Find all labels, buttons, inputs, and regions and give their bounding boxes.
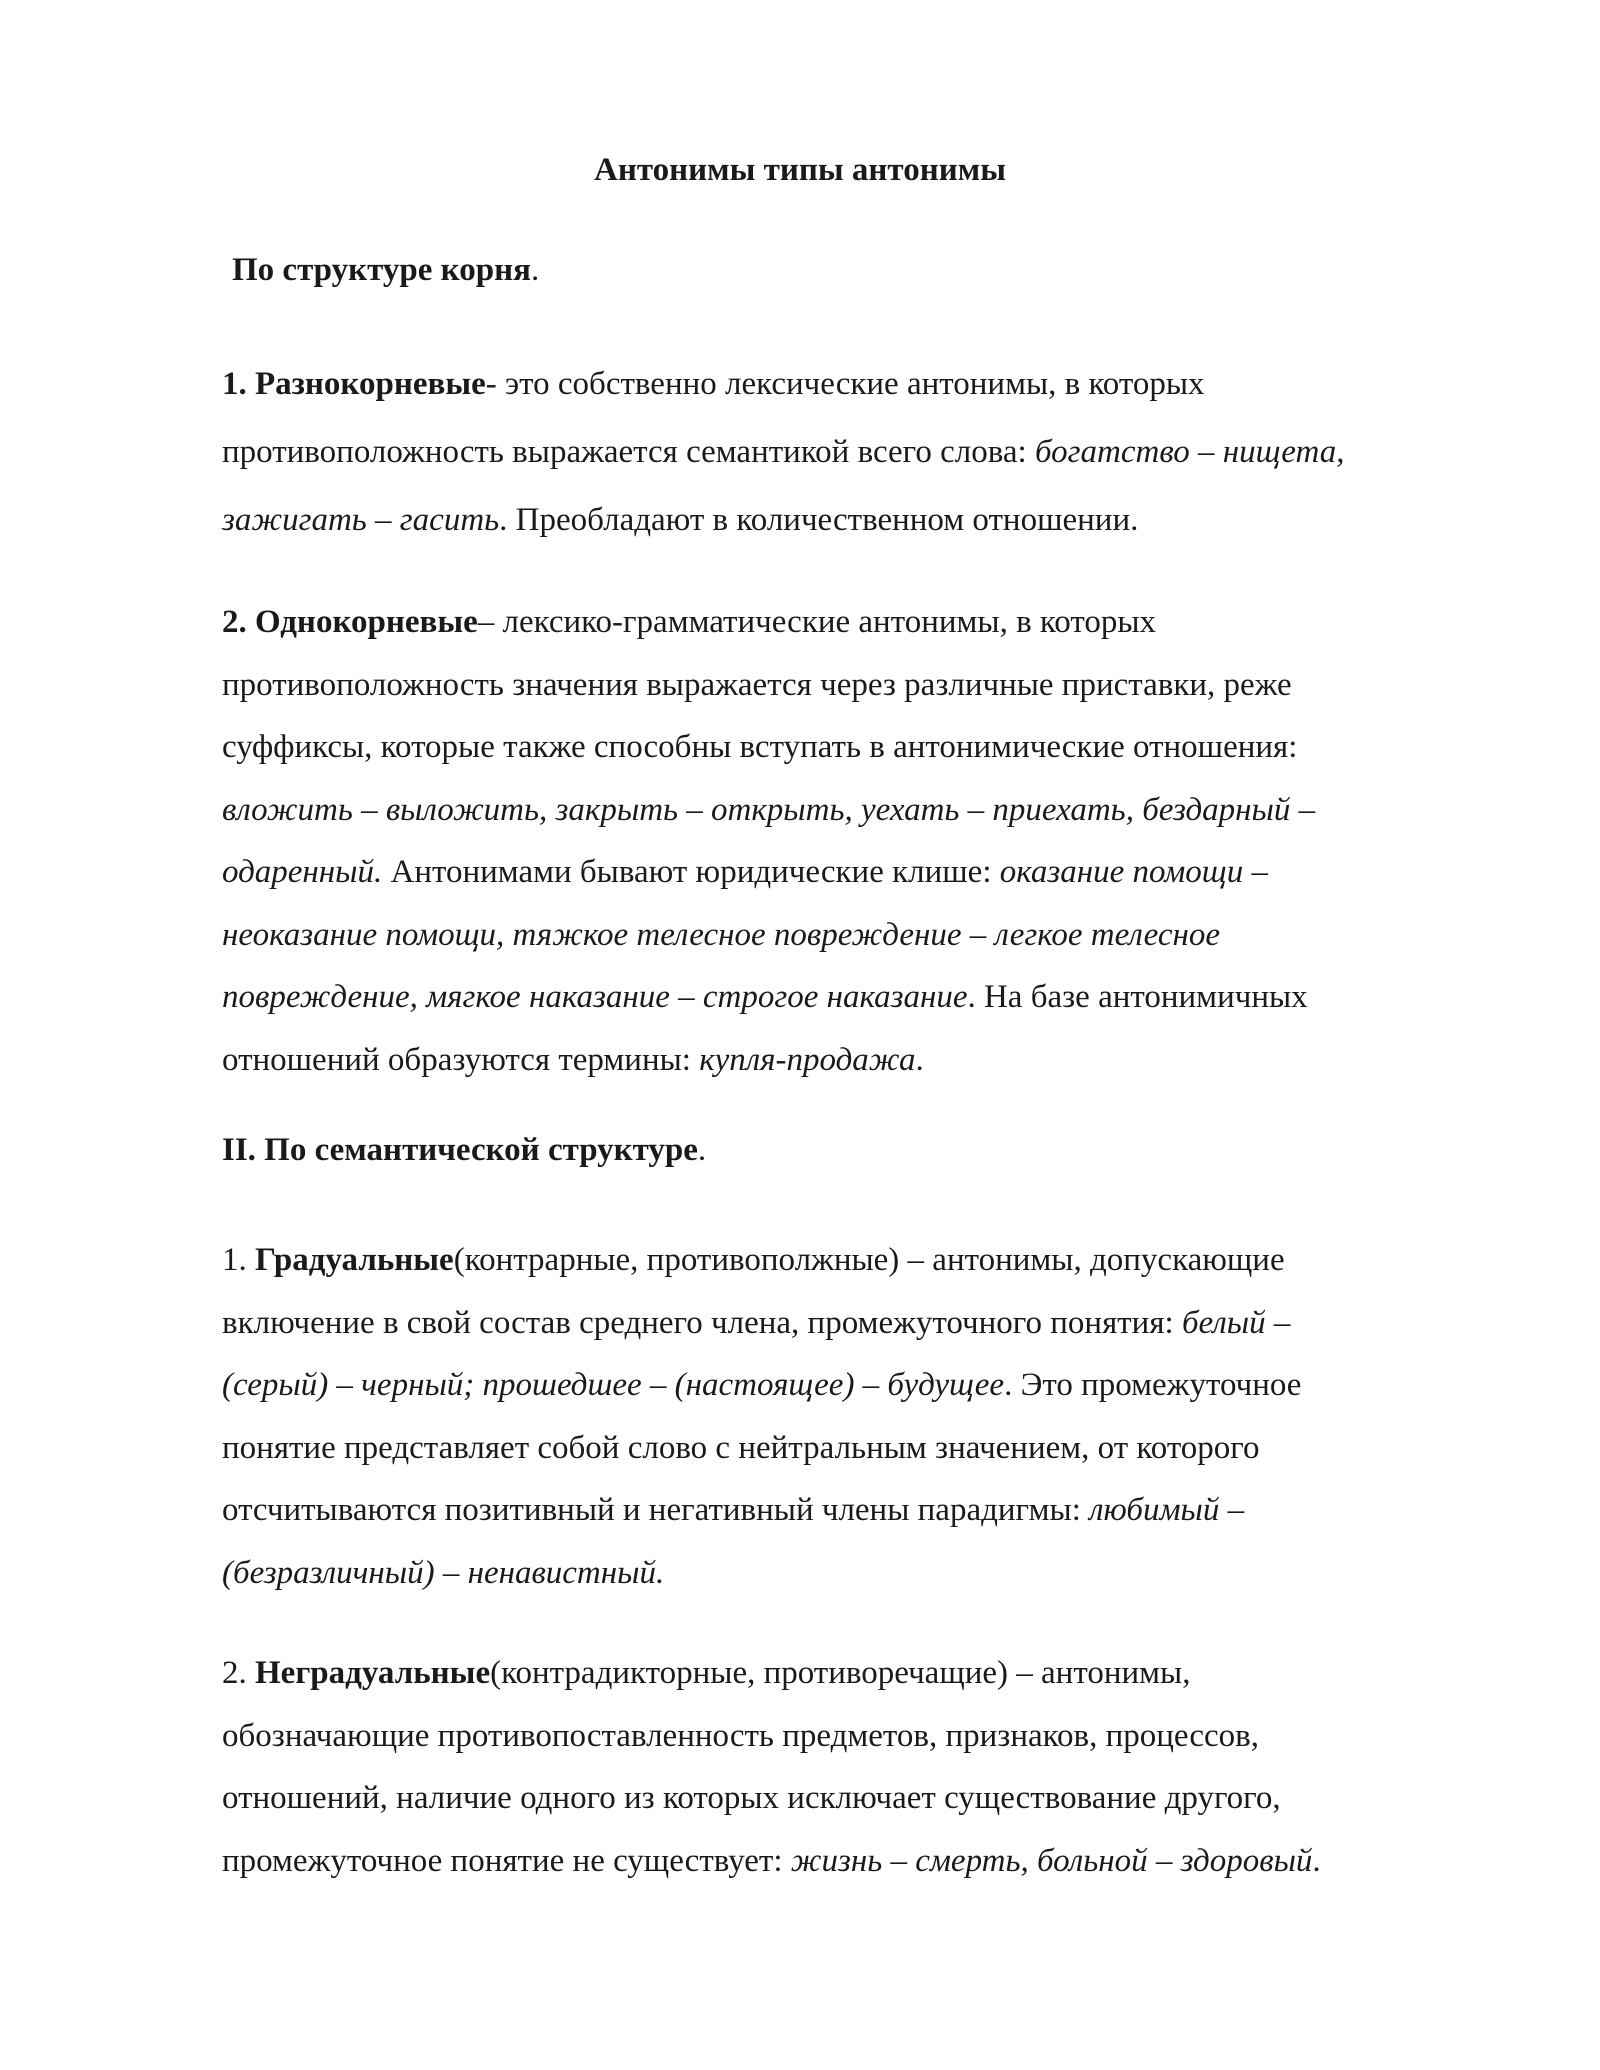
text-line xyxy=(222,1417,1482,1480)
text-line xyxy=(222,1229,1482,1292)
text-run: . xyxy=(915,1041,924,1078)
text-run: . Преобладают в количественном отношении. xyxy=(499,502,1139,538)
text-run: отсчитываются позитивный и негативный члены парадигмы: xyxy=(222,1492,1090,1528)
text-line xyxy=(222,904,1482,967)
italic-example: зажигать – гасить xyxy=(222,502,500,538)
section-heading-tail: . xyxy=(530,252,540,288)
text-line xyxy=(222,418,1482,486)
text-line xyxy=(222,779,1482,842)
section-heading-root-structure xyxy=(232,250,539,290)
text-run: противоположность значения выражается через различные приставки, реже xyxy=(222,666,1292,703)
text-run: - это собственно лексические антонимы, в которых xyxy=(485,366,1205,402)
text-line xyxy=(222,1479,1482,1542)
paragraph-heteroradical xyxy=(222,350,1482,554)
bold-term: Неградуальные xyxy=(255,1655,491,1691)
text-line xyxy=(222,350,1482,418)
paragraph-gradual xyxy=(222,1229,1482,1604)
text-line xyxy=(222,1542,1482,1605)
text-line xyxy=(222,1292,1482,1355)
italic-example: (безразличный) – ненавистный. xyxy=(222,1554,665,1591)
italic-example: богатство – нищета, xyxy=(1034,434,1345,470)
paragraph-non-gradual xyxy=(222,1642,1482,1892)
text-run: понятие представляет собой слово с нейтральным значением, от которого xyxy=(222,1429,1260,1466)
section-heading-tail: . xyxy=(697,1132,707,1168)
section-heading-text: II. По семантической структуре xyxy=(222,1132,698,1168)
italic-example: белый – xyxy=(1181,1304,1291,1341)
text-run: (контрадикторные, противоречащие) – антонимы, xyxy=(490,1655,1191,1691)
bold-term: 2. Однокорневые xyxy=(222,604,478,640)
text-run: . xyxy=(1312,1842,1321,1879)
section-heading-text: По структуре корня xyxy=(232,252,531,288)
italic-example: повреждение, мягкое наказание – строгое наказание xyxy=(222,979,968,1015)
text-line xyxy=(222,966,1482,1029)
italic-example: купля-продажа xyxy=(699,1041,916,1078)
text-run: включение в свой состав среднего члена, промежуточного понятия: xyxy=(222,1304,1182,1341)
italic-example: (серый) – черный; прошедшее – (настоящее) – будущее xyxy=(222,1367,1005,1403)
text-line xyxy=(222,1354,1482,1417)
text-run: – лексико-грамматические антонимы, в которых xyxy=(477,604,1156,640)
italic-example: любимый – xyxy=(1089,1492,1245,1528)
text-line xyxy=(222,654,1482,717)
text-line xyxy=(222,1642,1482,1705)
text-run: обозначающие противопоставленность предметов, признаков, процессов, xyxy=(222,1717,1259,1754)
text-line xyxy=(222,1705,1482,1768)
text-line xyxy=(222,591,1482,654)
text-run: противоположность выражается семантикой всего слова: xyxy=(222,434,1035,470)
text-line xyxy=(222,716,1482,779)
text-run: Антонимами бывают юридические клише: xyxy=(382,854,1000,890)
italic-example: оказание помощи – xyxy=(999,854,1268,890)
text-run: . На базе антонимичных xyxy=(967,979,1308,1015)
text-run: промежуточное понятие не существует: xyxy=(222,1842,791,1879)
text-run: суффиксы, которые также способны вступать в антонимические отношения: xyxy=(222,729,1298,765)
text-run: . Это промежуточное xyxy=(1004,1367,1302,1403)
italic-example: одаренный. xyxy=(222,854,383,890)
text-run: отношений, наличие одного из которых исключает существование другого, xyxy=(222,1780,1281,1816)
text-line xyxy=(222,1830,1482,1893)
text-run: 1. xyxy=(222,1242,255,1278)
paragraph-monoradical xyxy=(222,591,1482,1091)
italic-example: неоказание помощи, тяжкое телесное повреждение – легкое телесное xyxy=(222,916,1221,953)
text-line xyxy=(222,841,1482,904)
text-run: отношений образуются термины: xyxy=(222,1041,700,1078)
text-run: (контрарные, противополжные) – антонимы, допускающие xyxy=(453,1242,1285,1278)
italic-example: жизнь – смерть, больной – здоровый xyxy=(790,1842,1313,1879)
italic-example: вложить – выложить, закрыть – открыть, уехать – приехать, бездарный – xyxy=(222,791,1316,828)
text-run: 2. xyxy=(222,1655,255,1691)
text-line xyxy=(222,1029,1482,1092)
text-line xyxy=(222,1767,1482,1830)
text-line xyxy=(222,486,1482,554)
bold-term: Градуальные xyxy=(255,1242,454,1278)
section-heading-semantic-structure xyxy=(222,1130,706,1170)
document-title: Антонимы типы антонимы xyxy=(594,152,1006,188)
bold-term: 1. Разнокорневые xyxy=(222,366,486,402)
